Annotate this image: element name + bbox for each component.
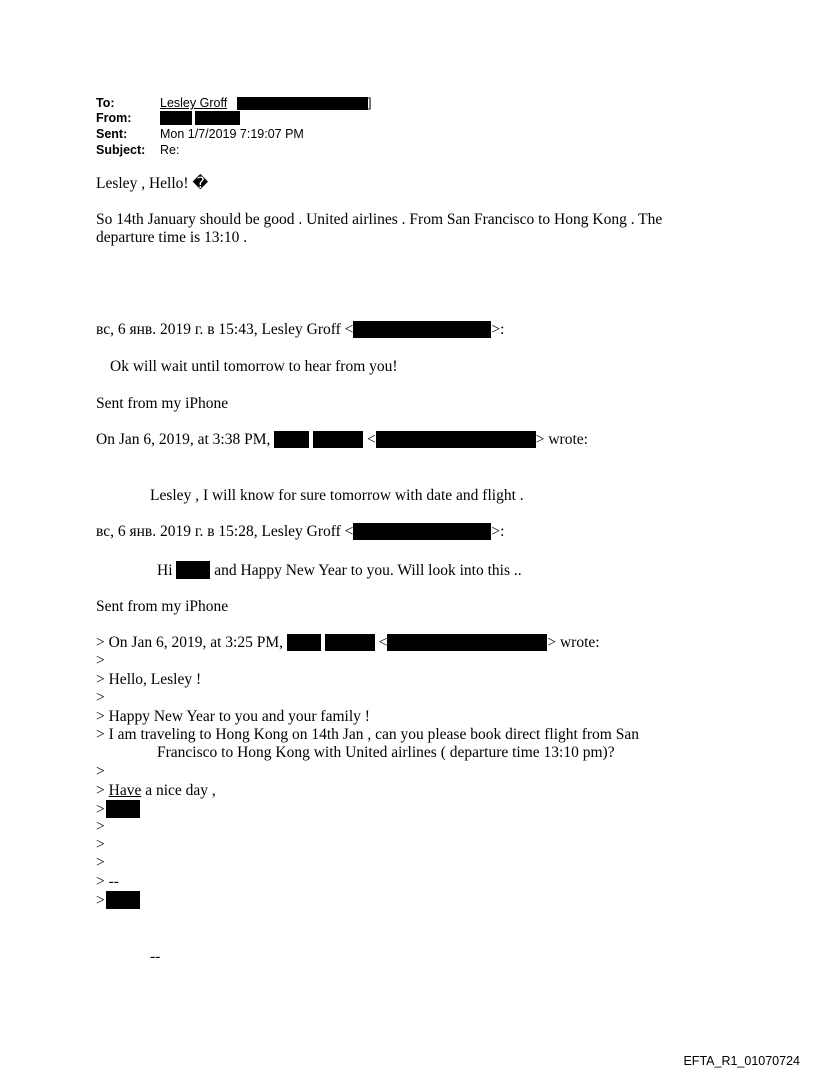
redaction bbox=[325, 634, 375, 651]
quote2-body: Lesley , I will know for sure tomorrow with date and flight . bbox=[150, 487, 524, 504]
quote-marker: > bbox=[96, 782, 109, 799]
quote4-header-end: > wrote: bbox=[547, 634, 600, 651]
quoted-blank: > bbox=[96, 818, 105, 835]
redaction bbox=[176, 561, 210, 579]
quote1-header-text: вс, 6 янв. 2019 г. в 15:43, Lesley Groff < bbox=[96, 321, 354, 338]
redaction bbox=[313, 431, 363, 448]
para1-line1: So 14th January should be good . United airlines . From San Francisco to Hong Kong . The bbox=[96, 211, 663, 228]
quoted-signature-2 bbox=[96, 891, 140, 910]
quote4-header bbox=[96, 634, 600, 652]
to-label: To: bbox=[96, 96, 115, 110]
sent-value: Mon 1/7/2019 7:19:07 PM bbox=[160, 127, 304, 141]
signature-dash: -- bbox=[150, 948, 161, 965]
quote3-rest: and Happy New Year to you. Will look into this .. bbox=[214, 562, 522, 579]
redaction bbox=[106, 800, 140, 818]
quoted-travel-line1: > I am traveling to Hong Kong on 14th Jan , can you please book direct flight from San bbox=[96, 726, 639, 743]
quoted-have-rest: a nice day , bbox=[141, 782, 216, 799]
sent-from-iphone-2: Sent from my iPhone bbox=[96, 598, 229, 615]
quote2-header-text: On Jan 6, 2019, at 3:38 PM, bbox=[96, 431, 271, 448]
quoted-blank: > bbox=[96, 652, 105, 669]
greeting: Lesley , Hello! � bbox=[96, 175, 209, 192]
quote1-body: Ok will wait until tomorrow to hear from you! bbox=[110, 358, 398, 375]
redaction bbox=[106, 891, 140, 909]
to-bracket: ] bbox=[368, 96, 372, 110]
quoted-travel-line2: Francisco to Hong Kong with United airlines ( departure time 13:10 pm)? bbox=[157, 744, 615, 761]
redaction bbox=[160, 111, 192, 125]
quote3-header bbox=[96, 523, 504, 541]
redaction bbox=[237, 97, 368, 110]
sent-from-iphone-1: Sent from my iPhone bbox=[96, 395, 229, 412]
quoted-blank: > bbox=[96, 854, 105, 871]
quote2-header bbox=[96, 431, 588, 449]
quote1-header bbox=[96, 321, 504, 339]
quoted-blank: > bbox=[96, 836, 105, 853]
quoted-blank: > bbox=[96, 763, 105, 780]
quote3-hi: Hi bbox=[157, 562, 173, 579]
quote4-lt: < bbox=[378, 634, 388, 651]
redaction bbox=[376, 431, 536, 448]
quoted-have-nice-day bbox=[96, 782, 216, 800]
to-value: Lesley Groff bbox=[160, 96, 228, 110]
quoted-new-year: > Happy New Year to you and your family ! bbox=[96, 708, 370, 725]
para1-line2: departure time is 13:10 . bbox=[96, 229, 248, 246]
redaction bbox=[353, 523, 491, 540]
quote-marker: > bbox=[96, 892, 105, 909]
subject-value: Re: bbox=[160, 143, 180, 157]
quote3-header-end: >: bbox=[491, 523, 505, 540]
redaction bbox=[387, 634, 547, 651]
quote2-header-end: > wrote: bbox=[535, 431, 588, 448]
quote3-header-text: вс, 6 янв. 2019 г. в 15:28, Lesley Groff < bbox=[96, 523, 354, 540]
sent-label: Sent: bbox=[96, 127, 128, 141]
quote-marker: > bbox=[96, 801, 105, 818]
quoted-have-underlined: Have bbox=[108, 782, 142, 799]
quote4-header-text: > On Jan 6, 2019, at 3:25 PM, bbox=[96, 634, 283, 651]
document-id: EFTA_R1_01070724 bbox=[683, 1054, 800, 1068]
quote3-body bbox=[157, 561, 522, 580]
redaction bbox=[274, 431, 309, 448]
quoted-blank: > bbox=[96, 689, 105, 706]
quote2-lt: < bbox=[367, 431, 376, 448]
quoted-hello: > Hello, Lesley ! bbox=[96, 671, 202, 688]
subject-label: Subject: bbox=[96, 143, 146, 157]
quoted-signature bbox=[96, 800, 140, 819]
email-header bbox=[0, 96, 816, 160]
from-label: From: bbox=[96, 111, 132, 125]
redaction bbox=[353, 321, 491, 338]
redaction bbox=[195, 111, 240, 125]
quoted-dash: > -- bbox=[96, 873, 119, 890]
quote1-header-end: >: bbox=[491, 321, 505, 338]
redaction bbox=[287, 634, 321, 651]
